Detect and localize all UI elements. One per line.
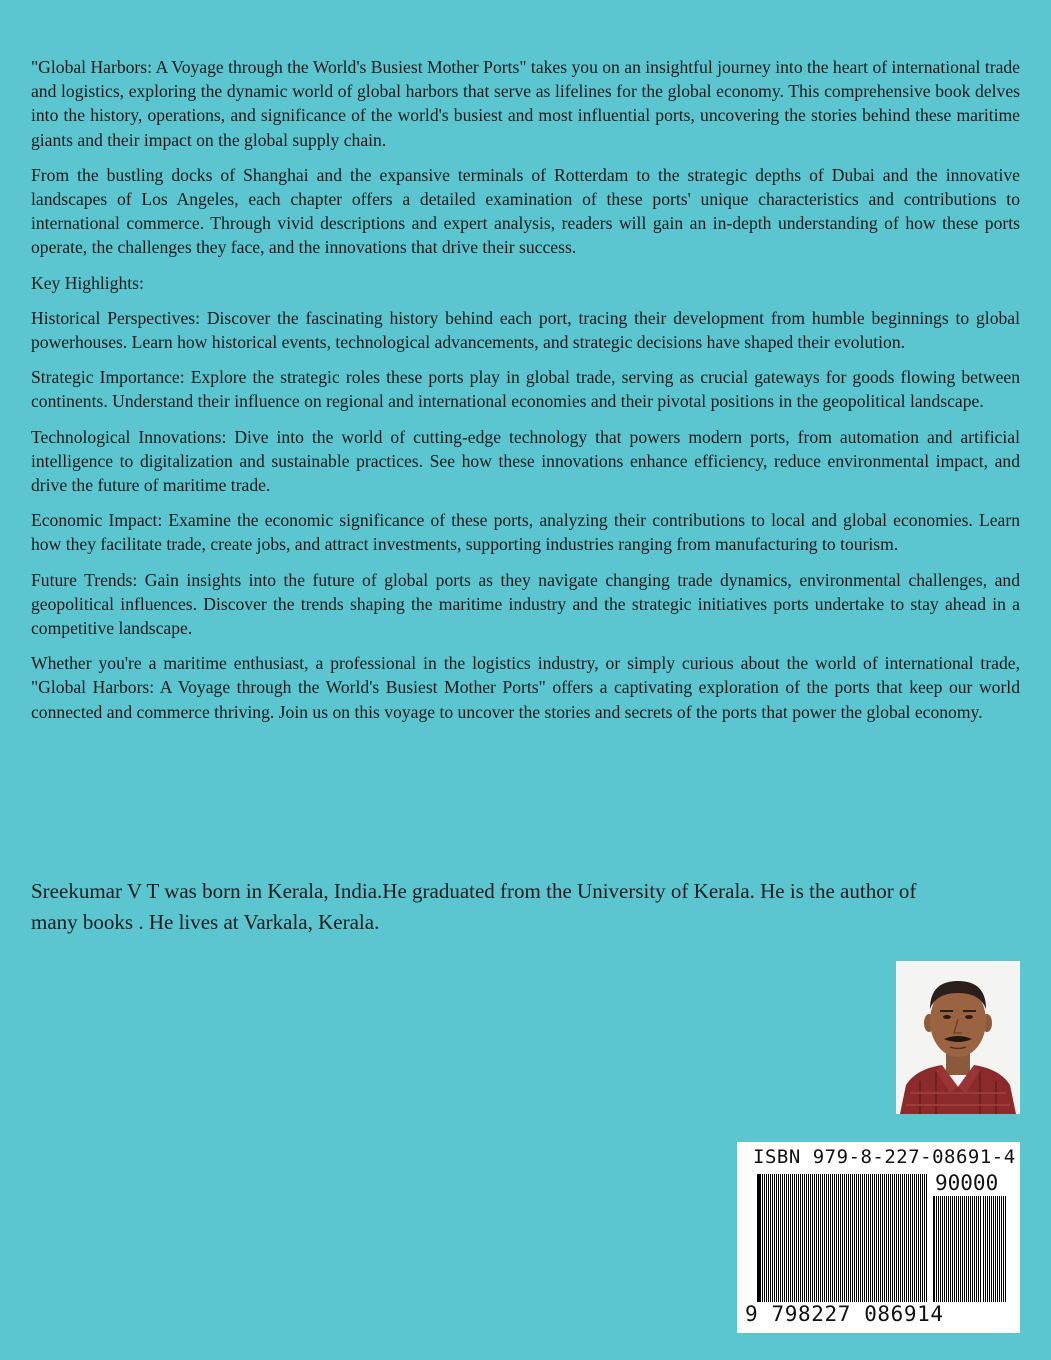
barcode-bar bbox=[836, 1174, 837, 1302]
blurb-paragraph-chapters: From the bustling docks of Shanghai and the expansive terminals of Rotterdam to the strategic depths of Dubai and the innovative landscapes of Los Angeles, each chapter offers a detailed examination of these ports' unique characteristics and contributions to international commerce. Through vivid descriptions and expert analysis, readers will gain an in-depth understanding of how these ports operate, the challenges they face, and the innovations that drive their success. bbox=[31, 164, 1020, 258]
barcode-bar bbox=[842, 1174, 843, 1302]
barcode-bar bbox=[830, 1174, 831, 1302]
barcode-bar bbox=[808, 1174, 809, 1302]
barcode-bar bbox=[898, 1174, 899, 1302]
barcode-bar bbox=[790, 1174, 791, 1302]
barcode-bar bbox=[976, 1196, 977, 1302]
barcode-bar bbox=[946, 1196, 947, 1302]
blurb-paragraph-economic: Economic Impact: Examine the economic significance of these ports, analyzing their contributions to local and global economies. Learn how they facilitate trade, create jobs, and attract investments, supporting industries ranging from manufacturing to tourism. bbox=[31, 510, 1020, 555]
author-photo bbox=[896, 961, 1020, 1114]
barcode-bar bbox=[964, 1196, 965, 1302]
barcode-bar bbox=[886, 1174, 887, 1302]
blurb-paragraph-historical: Historical Perspectives: Discover the fascinating history behind each port, tracing their development from humble beginnings to global powerhouses. Learn how historical events, technological advancements, and strategic decisions have shaped their evolution. bbox=[31, 307, 1020, 353]
author-bio: Sreekumar V T was born in Kerala, India.He graduated from the University of Kerala. He is the author of many books . He lives at Varkala, Kerala. bbox=[31, 879, 917, 934]
barcode-bar bbox=[794, 1174, 795, 1302]
barcode-bar bbox=[856, 1174, 857, 1302]
barcode-bar bbox=[942, 1196, 943, 1302]
barcode-bar bbox=[766, 1174, 767, 1302]
barcode-bar bbox=[920, 1174, 921, 1302]
price-code: 90000 bbox=[935, 1171, 999, 1195]
barcode-bar bbox=[904, 1174, 905, 1302]
barcode-bar bbox=[938, 1196, 939, 1302]
barcode-bar bbox=[822, 1174, 823, 1302]
barcode-bar bbox=[764, 1174, 765, 1302]
isbn-label: ISBN 979-8-227-08691-4 bbox=[753, 1146, 1016, 1168]
barcode-bar bbox=[902, 1174, 903, 1302]
blurb-key-highlights-heading: Key Highlights: bbox=[31, 272, 144, 293]
barcode-bar bbox=[894, 1174, 895, 1302]
barcode-bar bbox=[995, 1196, 996, 1302]
barcode-bar bbox=[924, 1174, 925, 1302]
barcode-bar bbox=[999, 1196, 1000, 1302]
barcode-bar bbox=[806, 1174, 807, 1302]
barcode-bar bbox=[980, 1196, 981, 1302]
barcode-bar bbox=[910, 1174, 911, 1302]
barcode-bar bbox=[802, 1174, 803, 1302]
blurb-paragraph-strategic: Strategic Importance: Explore the strategic roles these ports play in global trade, serving as crucial gateways for goods flowing between continents. Understand their influence on regional and international economies and their pivotal positions in the geopolitical landscape. bbox=[31, 367, 1020, 412]
barcode-bar bbox=[882, 1174, 883, 1302]
barcode-bar bbox=[874, 1174, 875, 1302]
barcode-bar bbox=[757, 1174, 761, 1302]
barcode-bar bbox=[796, 1174, 797, 1302]
barcode-bar bbox=[993, 1196, 994, 1302]
barcode-bar bbox=[776, 1174, 777, 1302]
barcode-bar bbox=[972, 1196, 973, 1302]
barcode-bar bbox=[828, 1174, 829, 1302]
barcode-bar bbox=[850, 1174, 851, 1302]
barcode-bar bbox=[784, 1174, 785, 1302]
barcode-bar bbox=[834, 1174, 835, 1302]
barcode-bar bbox=[890, 1174, 891, 1302]
barcode-bar bbox=[962, 1196, 963, 1302]
barcode-bar bbox=[778, 1174, 779, 1302]
barcode-bar bbox=[788, 1174, 789, 1302]
barcode-bar bbox=[810, 1174, 811, 1302]
barcode-bar bbox=[922, 1174, 923, 1302]
barcode-bar bbox=[954, 1196, 955, 1302]
barcode-bar bbox=[1003, 1196, 1004, 1302]
barcode-bar bbox=[914, 1174, 915, 1302]
barcode-bar bbox=[826, 1174, 827, 1302]
barcode-bar bbox=[878, 1174, 879, 1302]
ean-bars bbox=[757, 1174, 927, 1302]
barcode-bar bbox=[876, 1174, 877, 1302]
barcode-bar bbox=[852, 1174, 853, 1302]
barcode-bar bbox=[968, 1196, 969, 1302]
barcode-bar bbox=[991, 1196, 992, 1302]
barcode-bar bbox=[848, 1174, 849, 1302]
barcode-bar bbox=[983, 1196, 984, 1302]
barcode-bar bbox=[900, 1174, 901, 1302]
barcode-bar bbox=[896, 1174, 897, 1302]
isbn-barcode bbox=[737, 1142, 1020, 1333]
barcode-bar bbox=[958, 1196, 959, 1302]
barcode-bar bbox=[770, 1174, 771, 1302]
barcode-bar bbox=[862, 1174, 863, 1302]
barcode-bar bbox=[944, 1196, 945, 1302]
barcode-bar bbox=[838, 1174, 839, 1302]
barcode-bar bbox=[816, 1174, 817, 1302]
barcode-bar bbox=[824, 1174, 825, 1302]
blurb-paragraph-technological: Technological Innovations: Dive into the world of cutting-edge technology that powers modern ports, from automation and artificial intelligence to digitalization and sustainable practices. See how these innovations enhance efficiency, reduce environmental impact, and drive the future of maritime trade. bbox=[31, 426, 1020, 496]
barcode-bar bbox=[786, 1174, 787, 1302]
barcode-bar bbox=[970, 1196, 971, 1302]
barcode-bar bbox=[820, 1174, 821, 1302]
barcode-bar bbox=[872, 1174, 873, 1302]
barcode-bar bbox=[888, 1174, 889, 1302]
barcode-bar bbox=[936, 1196, 937, 1302]
barcode-bar bbox=[780, 1174, 781, 1302]
barcode-bar bbox=[908, 1174, 909, 1302]
addon-bars bbox=[933, 1196, 1007, 1302]
barcode-bar bbox=[940, 1196, 941, 1302]
barcode-bar bbox=[768, 1174, 769, 1302]
barcode-bar bbox=[974, 1196, 975, 1302]
barcode-bar bbox=[864, 1174, 865, 1302]
barcode-bar bbox=[918, 1174, 919, 1302]
barcode-digits: 9 798227 086914 bbox=[745, 1302, 944, 1326]
barcode-bar bbox=[960, 1196, 961, 1302]
blurb-paragraph-intro: "Global Harbors: A Voyage through the World's Busiest Mother Ports" takes you on an insightful journey into the heart of international trade and logistics, exploring the dynamic world of global harbors that serve as lifelines for the global economy. This comprehensive book delves into the history, operations, and significance of the world's busiest and most influential ports, uncovering the stories behind these maritime giants and their impact on the global supply chain. bbox=[31, 57, 1020, 150]
barcode-bar bbox=[812, 1174, 813, 1302]
barcode-bar bbox=[858, 1174, 859, 1302]
barcode-bar bbox=[772, 1174, 773, 1302]
barcode-bar bbox=[814, 1174, 815, 1302]
barcode-bar bbox=[966, 1196, 967, 1302]
barcode-bar bbox=[832, 1174, 833, 1302]
barcode-bar bbox=[989, 1196, 990, 1302]
barcode-bar bbox=[798, 1174, 799, 1302]
blurb-paragraph-closing: Whether you're a maritime enthusiast, a professional in the logistics industry, or simply curious about the world of international trade, "Global Harbors: A Voyage through the World's Busiest Mother Ports" offers a captivating exploration of the ports that keep our world connected and commerce thriving. Join us on this voyage to uncover the stories and secrets of the ports that power the global economy. bbox=[31, 653, 1020, 722]
barcode-bar bbox=[800, 1174, 801, 1302]
barcode-bar bbox=[892, 1174, 893, 1302]
barcode-bar bbox=[792, 1174, 793, 1302]
barcode-bar bbox=[906, 1174, 907, 1302]
barcode-bar bbox=[804, 1174, 805, 1302]
barcode-bar bbox=[948, 1196, 949, 1302]
back-cover-blurb bbox=[31, 55, 1020, 735]
barcode-bar bbox=[997, 1196, 998, 1302]
barcode-bar bbox=[926, 1174, 927, 1302]
barcode-bar bbox=[880, 1174, 881, 1302]
barcode-bar bbox=[978, 1196, 979, 1302]
barcode-bar bbox=[1001, 1196, 1002, 1302]
barcode-bar bbox=[985, 1196, 986, 1302]
barcode-bar bbox=[956, 1196, 957, 1302]
barcode-bar bbox=[774, 1174, 775, 1302]
barcode-bar bbox=[952, 1196, 953, 1302]
barcode-bar bbox=[860, 1174, 861, 1302]
barcode-bar bbox=[916, 1174, 917, 1302]
blurb-paragraph-future: Future Trends: Gain insights into the future of global ports as they navigate changing trade dynamics, environmental challenges, and geopolitical influences. Discover the trends shaping the maritime industry and the strategic initiatives ports undertake to stay ahead in a competitive landscape. bbox=[31, 569, 1020, 639]
barcode-bar bbox=[844, 1174, 845, 1302]
barcode-bar bbox=[870, 1174, 871, 1302]
barcode-bar bbox=[868, 1174, 869, 1302]
barcode-bar bbox=[782, 1174, 783, 1302]
barcode-bar bbox=[762, 1174, 763, 1302]
barcode-bar bbox=[1005, 1196, 1006, 1302]
barcode-bar bbox=[912, 1174, 913, 1302]
barcode-bar bbox=[840, 1174, 841, 1302]
barcode-bar bbox=[987, 1196, 988, 1302]
barcode-bar bbox=[818, 1174, 819, 1302]
barcode-bar bbox=[854, 1174, 855, 1302]
barcode-bar bbox=[846, 1174, 847, 1302]
barcode-bar bbox=[866, 1174, 867, 1302]
barcode-bar bbox=[884, 1174, 885, 1302]
barcode-bar bbox=[950, 1196, 951, 1302]
barcode-bar bbox=[933, 1196, 935, 1302]
